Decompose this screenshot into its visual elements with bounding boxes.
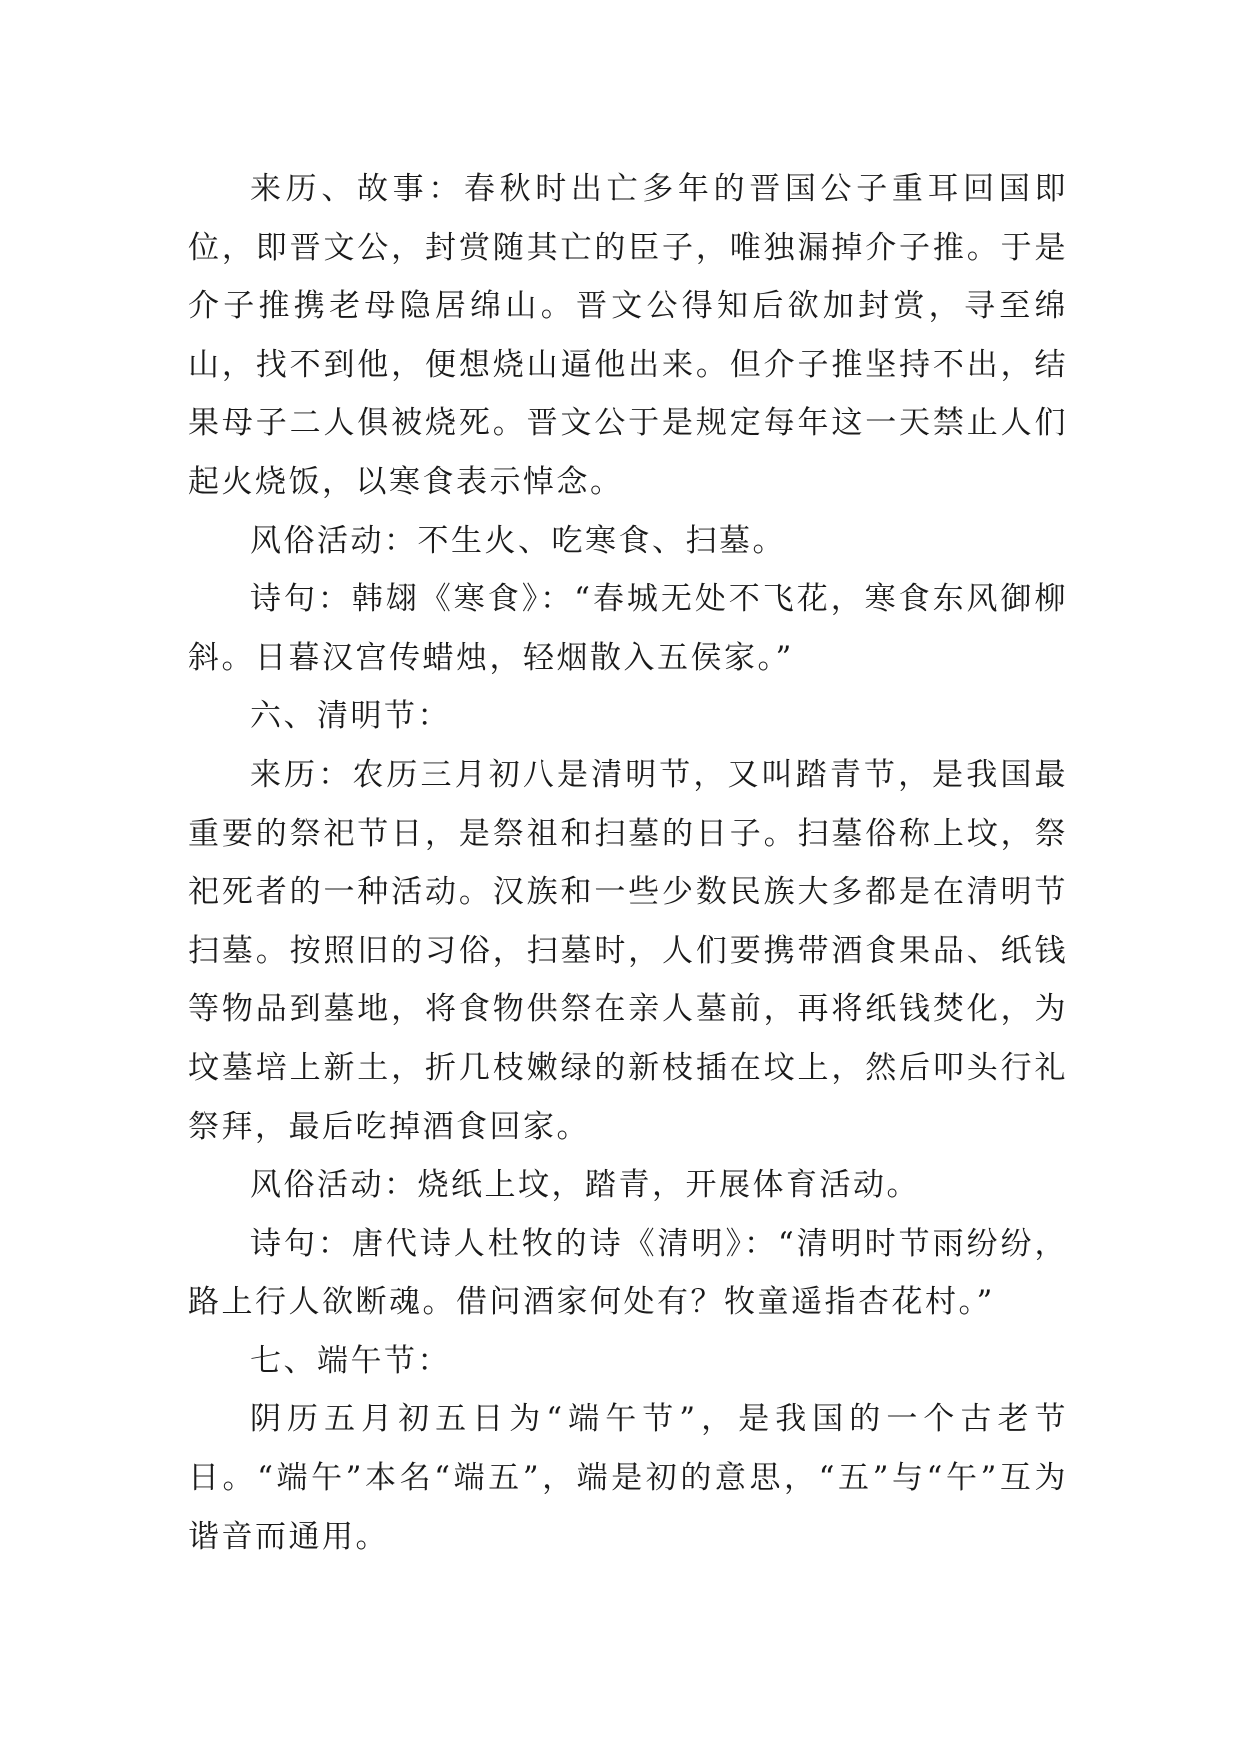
paragraph-qingming-customs: 风俗活动：烧纸上坟，踏青，开展体育活动。	[250, 1167, 920, 1204]
paragraph-qingming-poem: 诗句：唐代诗人杜牧的诗《清明》：“清明时节雨纷纷，路上行人欲断魂。借问酒家何处有？牧童遥指杏花村。”	[188, 1225, 1068, 1321]
paragraph-qingming-origin: 来历：农历三月初八是清明节，又叫踏青节，是我国最重要的祭祀节日，是祭祖和扫墓的日子。扫墓俗称上坟，祭祀死者的一种活动。汉族和一些少数民族大多都是在清明节扫墓。按照旧的习俗，扫墓时，人们要携带酒食果品、纸钱等物品到墓地，将食物供祭在亲人墓前，再将纸钱焚化，为坟墓培上新土，折几枝嫩绿的新枝插在坟上，然后叩头行礼祭拜，最后吃掉酒食回家。	[188, 756, 1068, 1145]
document-body	[188, 160, 1068, 1566]
section-heading-duanwu: 七、端午节：	[250, 1342, 451, 1379]
section-heading-qingming: 六、清明节：	[250, 698, 451, 735]
paragraph-hanshi-poem: 诗句：韩翃《寒食》：“春城无处不飞花，寒食东风御柳斜。日暮汉宫传蜡烛，轻烟散入五侯家。”	[188, 581, 1068, 676]
paragraph-hanshi-origin: 来历、故事：春秋时出亡多年的晋国公子重耳回国即位，即晋文公，封赏随其亡的臣子，唯独漏掉介子推。于是介子推携老母隐居绵山。晋文公得知后欲加封赏，寻至绵山，找不到他，便想烧山逼他出来。但介子推坚持不出，结果母子二人俱被烧死。晋文公于是规定每年这一天禁止人们起火烧饭，以寒食表示悼念。	[188, 171, 1068, 500]
paragraph-duanwu-origin: 阴历五月初五日为“端午节”，是我国的一个古老节日。“端午”本名“端五”，端是初的意思，“五”与“午”互为谐音而通用。	[188, 1401, 1068, 1555]
paragraph-hanshi-customs: 风俗活动：不生火、吃寒食、扫墓。	[250, 522, 786, 559]
